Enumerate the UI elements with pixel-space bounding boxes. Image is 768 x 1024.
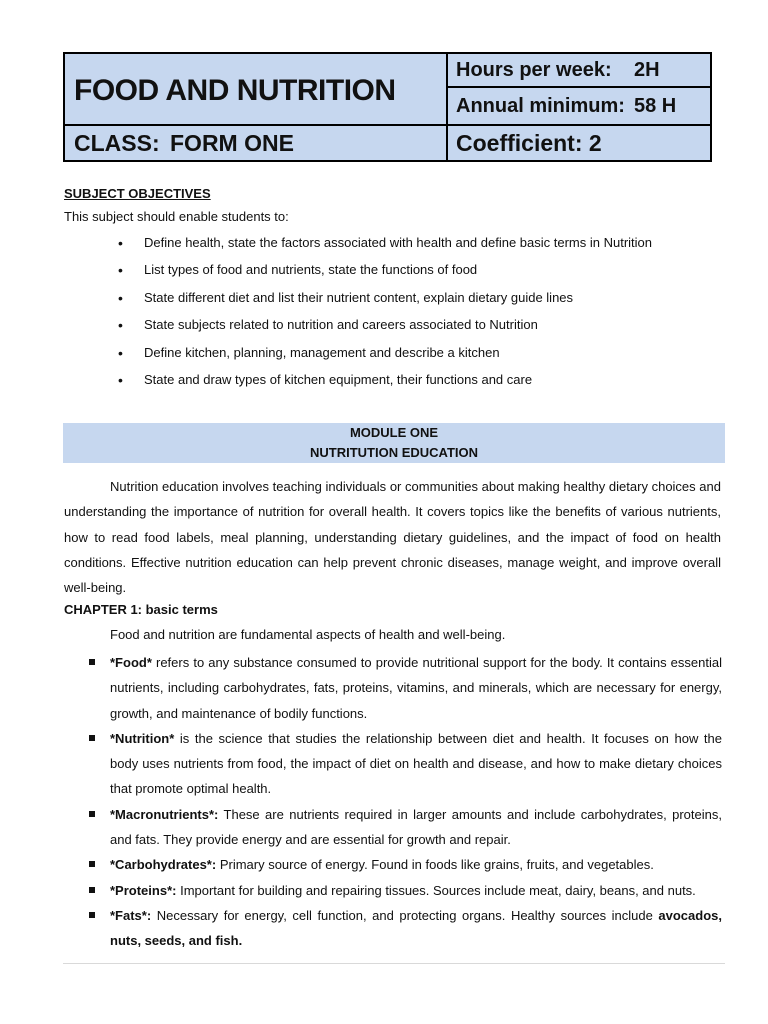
term-definition: Necessary for energy, cell function, and protecting organs. Healthy sources include — [151, 907, 659, 923]
term-name: *Macronutrients*: — [110, 806, 219, 822]
objective-item: • Define kitchen, planning, management and describe a kitchen — [118, 342, 652, 369]
class-label: CLASS: — [74, 129, 160, 156]
hours-label: Hours per week: — [456, 58, 612, 81]
term-item — [86, 650, 722, 726]
term-name: *Food* — [110, 655, 152, 670]
objective-item: • State different diet and list their nutrient content, explain dietary guide lines — [118, 287, 652, 314]
module-banner — [63, 423, 725, 463]
term-definition: These are nutrients required in larger amounts and include carbohydrates, proteins, and fats. They provide energy and are essential for growth and repair. — [110, 806, 722, 848]
objective-item: • Define health, state the factors associated with health and define basic terms in Nutrition — [118, 232, 652, 259]
objective-item: • List types of food and nutrients, state the functions of food — [118, 259, 652, 286]
annual-value: 58 H — [634, 94, 677, 117]
hours-per-week — [448, 54, 710, 88]
objectives-heading: SUBJECT OBJECTIVES — [64, 186, 211, 201]
term-name: *Proteins*: — [110, 882, 177, 898]
objectives-intro: This subject should enable students to: — [64, 209, 289, 224]
hours-value: 2H — [634, 58, 660, 81]
term-definition: Primary source of energy. Found in foods like grains, fruits, and vegetables. — [216, 857, 654, 873]
term-emphasis: avocados, nuts, seeds, and fish. — [110, 907, 722, 949]
class-value: FORM ONE — [170, 129, 294, 156]
term-item — [86, 903, 722, 954]
chapter-intro: Food and nutrition are fundamental aspects of health and well-being. — [110, 627, 506, 642]
chapter-heading: CHAPTER 1: basic terms — [64, 602, 218, 617]
term-name: *Carbohydrates*: — [110, 857, 217, 873]
term-item — [86, 852, 722, 877]
term-definition: refers to any substance consumed to provide nutritional support for the body. It contains essential nutrients, including carbohydrates, fats, proteins, vitamins, and minerals, which are necessary for energy, growth, and maintenance of bodily functions. — [110, 655, 722, 721]
objective-item: • State subjects related to nutrition and careers associated to Nutrition — [118, 314, 652, 341]
module-number: MODULE ONE — [349, 425, 439, 440]
term-name: *Nutrition* — [110, 730, 175, 746]
term-definition: is the science that studies the relationship between diet and health. It focuses on how the body uses nutrients from food, the impact of diet on health and disease, and how to make dietary choices that promote optimal health. — [110, 730, 722, 797]
footer-divider — [63, 963, 725, 964]
term-item — [86, 726, 722, 802]
term-name: *Fats*: — [110, 907, 152, 923]
terms-list — [86, 650, 722, 954]
annual-minimum — [448, 88, 710, 126]
objectives-list — [118, 232, 652, 396]
module-title: NUTRITUTION EDUCATION — [309, 445, 479, 460]
course-title: FOOD AND NUTRITION — [65, 54, 448, 126]
intro-paragraph: Nutrition education involves teaching individuals or communities about making healthy dietary choices and understanding the importance of nutrition for overall health. It covers topics like the benefits of various nutrients, how to read food labels, meal planning, understanding dietary guidelines, and the impact of food on health conditions. Effective nutrition education can help prevent chronic diseases, manage weight, and improve overall well-being. — [64, 479, 721, 596]
class-cell — [65, 126, 448, 160]
objective-item: • State and draw types of kitchen equipment, their functions and care — [118, 369, 652, 396]
term-item — [86, 802, 722, 853]
term-item — [86, 878, 722, 903]
coefficient: Coefficient: 2 — [456, 129, 602, 156]
term-definition: Important for building and repairing tissues. Sources include meat, dairy, beans, and nuts. — [176, 882, 696, 898]
annual-label: Annual minimum: — [456, 94, 625, 117]
course-header-table — [63, 52, 712, 162]
